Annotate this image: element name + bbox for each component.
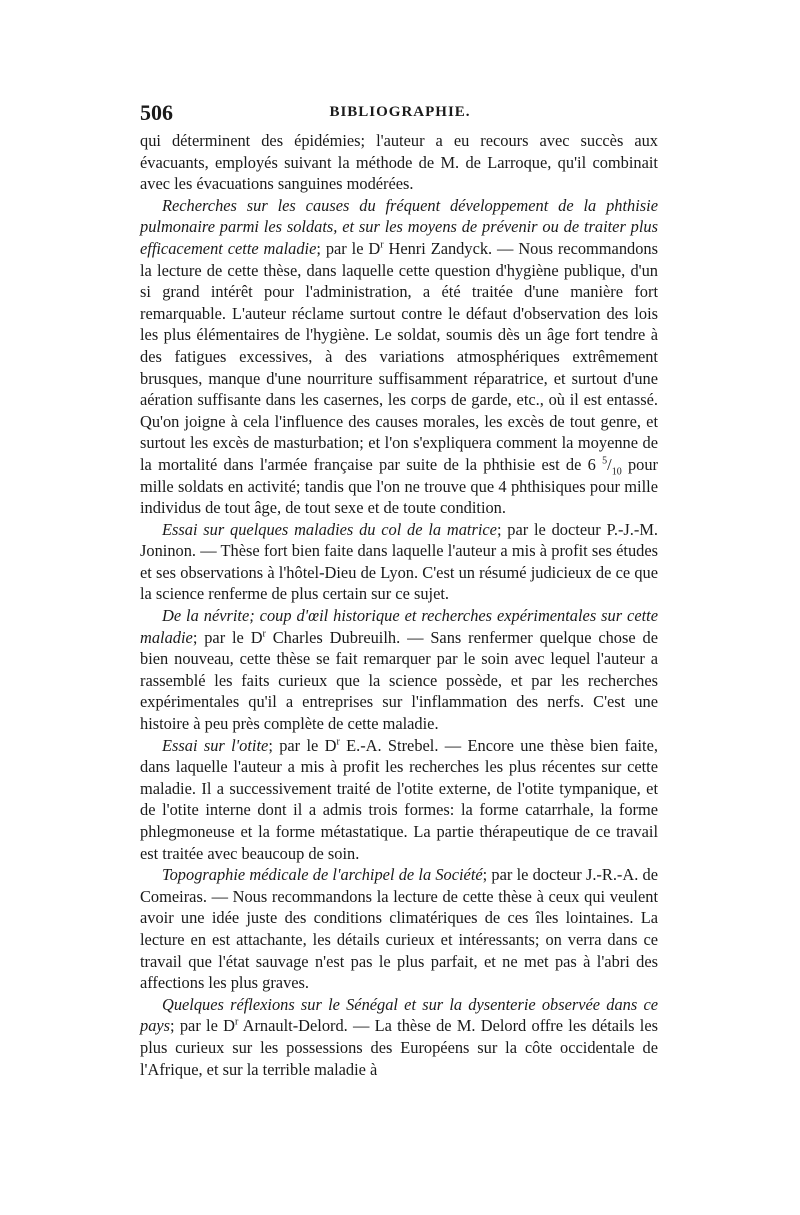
entry-title: De la névrite; coup d'œil historique et recherches expérimentales sur cette maladie: [140, 606, 658, 647]
bibliography-entry-topographie: Topographie médicale de l'archipel de la Société; par le docteur J.-R.-A. de Comeiras. — Nous recommandons la lecture de cette thèse à ceux qui veulent avoir une idée juste des conditions climatériques de ces îles lointaines. La lecture en est attachante, les détails curieux et intéressants; on verra dans ce travail que l'état sauvage n'est pas le plus parfait, et ne met pas à l'abri des affections les plus graves.: [140, 865, 658, 993]
body-text: [140, 130, 658, 1080]
entry-title: Essai sur l'otite: [162, 735, 269, 755]
paragraph-continuation: qui déterminent des épidémies; l'auteur a eu recours avec succès aux évacuants, employés suivant la méthode de M. de Larroque, qu'il combinait avec les évacuations sanguines modérées.: [140, 131, 658, 194]
bibliography-entry-matrice: Essai sur quelques maladies du col de la matrice; par le docteur P.-J.-M. Joninon. — Thèse fort bien faite dans laquelle l'auteur a mis à profit ses études et ses observations à l'hôtel-Dieu de Lyon. C'est un résumé judicieux de ce que la science renferme de plus certain sur ce sujet.: [140, 519, 659, 604]
running-head: BIBLIOGRAPHIE.: [329, 104, 471, 120]
bibliography-entry-nevrite: De la névrite; coup d'œil historique et recherches expérimentales sur cette maladie; par le $D^r$ Charles Dubreuilh. — Sans renfermer quelque chose de bien nouveau, cette thèse se fait remarquer par le soin avec lequel l'auteur a rassemblé les faits curieux que la science possède, et par les recherches expérimentales qu'il a entreprises sur l'inflammation des nerfs. C'est une histoire à peu près complète de cette maladie.: [140, 606, 658, 734]
bibliography-entry-otite: Essai sur l'otite; par le $D^r$ E.-A. Strebel. — Encore une thèse bien faite, dans laquelle l'auteur a mis à profit les recherches les plus récentes sur cette maladie. Il a successivement traité de l'otite externe, de l'otite tympanique, et de l'otite interne dont il a admis trois formes: la forme catarrhale, la forme phlegmoneuse et la forme métastatique. La partie thérapeutique de ce travail est traitée avec beaucoup de soin.: [140, 735, 658, 863]
page-number: 506: [140, 100, 173, 125]
bibliography-entry-senegal: Quelques réflexions sur le Sénégal et sur la dysenterie observée dans ce pays; par le $D^r$ Arnault-Delord. — La thèse de M. Delord offre les détails les plus curieux sur les possessions des Européens sur la côte occidentale de l'Afrique, et sur la terrible maladie à: [140, 994, 658, 1079]
fraction-numerator: 5: [602, 455, 608, 467]
page-header: [140, 100, 660, 124]
entry-title: Essai sur quelques maladies du col de la matrice: [162, 519, 497, 539]
entry-title: Recherches sur les causes du fréquent développement de la phthisie pulmonaire parmi les soldats, et sur les moyens de prévenir ou de traiter plus efficacement cette maladie: [140, 195, 658, 258]
fraction-denominator: 10: [611, 466, 622, 478]
entry-title: Topographie médicale de l'archipel de la Société: [162, 865, 483, 885]
bibliography-entry-phthisie: Recherches sur les causes du fréquent développement de la phthisie pulmonaire parmi les soldats, et sur les moyens de prévenir ou de traiter plus efficacement cette maladie; par le $D^r$ Henri Zandyck. — Nous recommandons la lecture de cette thèse, dans laquelle cette question d'hygiène publique, d'un si grand intérêt pour l'administration, a été traitée d'une manière fort remarquable. L'auteur réclame surtout contre le défaut d'observation des lois les plus élémentaires de l'hygiène. Le soldat, soumis dès un âge fort tendre à des fatigues excessives, à des variations atmosphériques extrêmement brusques, manque d'une nourriture suffisamment réparatrice, et surtout d'une aération suffisante dans les casernes, les corps de garde, etc., où il est entassé. Qu'on joigne à cela l'influence des causes morales, les excès de tout genre, et surtout les excès de masturbation; et l'on s'expliquera comment la moyenne de la mortalité dans l'armée française par suite de la phthisie est de 6 $^5/_{10}$ pour mille soldats en activité; tandis que l'on ne trouve que 4 phthisiques pour mille individus de tout âge, de tout sexe et de toute condition.: [140, 195, 658, 518]
entry-title: Quelques réflexions sur le Sénégal et sur la dysenterie observée dans ce pays: [140, 994, 658, 1036]
